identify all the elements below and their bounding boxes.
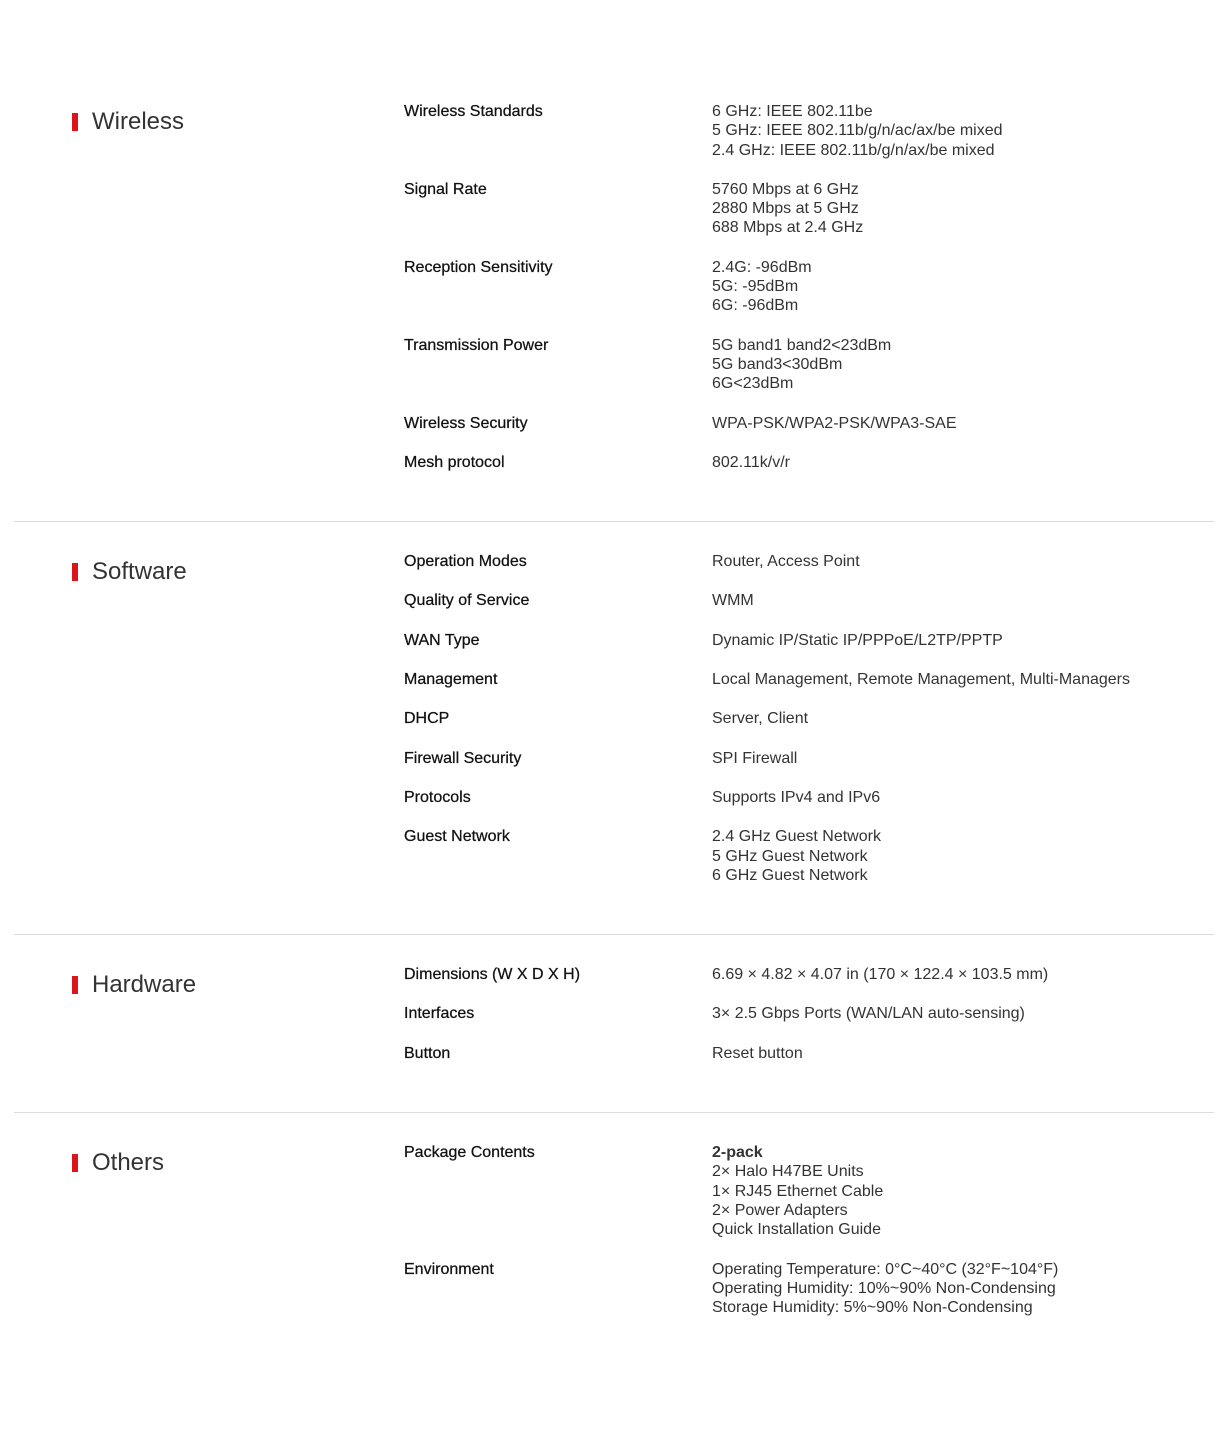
spec-value-line: 5G band1 band2<23dBm [712,336,892,354]
spec-value-line: Operating Temperature: 0°C~40°C (32°F~104°F) [712,1260,1059,1278]
spec-value [712,670,1130,689]
spec-value-line: 802.11k/v/r [712,453,790,471]
spec-value-line: Reset button [712,1044,803,1062]
spec-value [712,788,880,807]
spec-label: Button [404,1044,451,1062]
spec-row-management [404,670,1214,689]
spec-label: Operation Modes [404,553,527,571]
spec-value [712,1044,803,1063]
spec-row-environment [404,1260,1214,1318]
spec-value-line: 6.69 × 4.82 × 4.07 in (170 × 122.4 × 103.5 mm) [712,966,1049,984]
spec-label: WAN Type [404,631,480,649]
section-title-wrap [14,965,404,1063]
spec-value-line: 5G: -95dBm [712,278,799,296]
section-title-text: Hardware [92,971,197,999]
spec-row-guest-network [404,827,1214,885]
spec-row-dhcp [404,709,1214,728]
spec-value-line: Operating Humidity: 10%~90% Non-Condensing [712,1279,1056,1297]
spec-value-line: SPI Firewall [712,749,798,767]
spec-row-button [404,1044,1214,1063]
spec-label: Guest Network [404,828,510,846]
section-others [14,1113,1214,1357]
spec-value-line: 5 GHz: IEEE 802.11b/g/n/ac/ax/be mixed [712,122,1003,140]
spec-value [712,180,863,238]
spec-value-line: Server, Client [712,710,809,728]
spec-value-line: 5 GHz Guest Network [712,847,868,865]
spec-rows [404,552,1214,885]
spec-row-transmission-power [404,336,1214,394]
spec-value-line: 6 GHz: IEEE 802.11be [712,103,873,120]
spec-label: Environment [404,1260,494,1278]
spec-value-line: 6G<23dBm [712,375,794,393]
spec-label: Reception Sensitivity [404,258,553,276]
spec-value-line: Storage Humidity: 5%~90% Non-Condensing [712,1299,1033,1317]
spec-value-line: Supports IPv4 and IPv6 [712,788,881,806]
spec-value-line: 2.4 GHz: IEEE 802.11b/g/n/ax/be mixed [712,141,995,159]
spec-value-line: Local Management, Remote Management, Multi-Managers [712,671,1130,689]
accent-bar-icon [72,1154,78,1172]
spec-label: Firewall Security [404,749,522,767]
spec-label: Interfaces [404,1005,475,1023]
spec-value-line: Router, Access Point [712,553,860,571]
spec-value [712,1004,1025,1023]
spec-row-operation-modes [404,552,1214,571]
spec-value-line: 5760 Mbps at 6 GHz [712,180,859,198]
spec-value-line: 5G band3<30dBm [712,355,843,373]
spec-value [712,631,1003,650]
spec-value-line: Quick Installation Guide [712,1221,881,1239]
spec-label: Package Contents [404,1144,535,1162]
spec-row-dimensions [404,965,1214,984]
spec-label: Wireless Standards [404,103,543,120]
spec-label: Protocols [404,788,471,806]
accent-bar-icon [72,113,78,131]
spec-value [712,1260,1058,1318]
spec-row-interfaces [404,1004,1214,1023]
spec-rows [404,965,1214,1063]
spec-value-heading: 2-pack [712,1144,763,1162]
spec-row-wireless-standards [404,102,1214,160]
spec-label: Quality of Service [404,592,530,610]
spec-value [712,749,797,768]
spec-value [712,709,808,728]
spec-row-quality-of-service [404,591,1214,610]
section-title [72,108,404,136]
section-title [72,1149,404,1177]
section-title [72,971,404,999]
section-title-text: Wireless [92,108,185,135]
spec-value-line: 2× Power Adapters [712,1201,848,1219]
spec-value-line: WPA-PSK/WPA2-PSK/WPA3-SAE [712,414,957,432]
spec-value [712,965,1048,984]
spec-row-signal-rate [404,180,1214,238]
spec-value-line: 2.4 GHz Guest Network [712,828,881,846]
spec-value-line: 3× 2.5 Gbps Ports (WAN/LAN auto-sensing) [712,1005,1025,1023]
section-title-text: Others [92,1149,165,1177]
spec-label: Management [404,671,498,689]
section-title-text: Software [92,558,187,586]
spec-row-firewall-security [404,749,1214,768]
spec-value [712,827,881,885]
spec-value-line: WMM [712,592,754,610]
section-title-wrap [14,552,404,885]
spec-row-mesh-protocol [404,453,1214,472]
section-hardware [14,935,1214,1113]
spec-rows [404,102,1214,472]
spec-value [712,552,860,571]
spec-label: DHCP [404,710,450,728]
spec-value-line: 1× RJ45 Ethernet Cable [712,1182,884,1200]
accent-bar-icon [72,976,78,994]
spec-value-line: 2.4G: -96dBm [712,258,812,276]
spec-row-protocols [404,788,1214,807]
section-wireless [14,96,1214,522]
spec-label: Signal Rate [404,180,487,198]
spec-row-wan-type [404,631,1214,650]
spec-value-line: 688 Mbps at 2.4 GHz [712,219,864,237]
spec-value-line: 2× Halo H47BE Units [712,1163,864,1181]
spec-value [712,336,891,394]
spec-value [712,102,1003,160]
spec-value [712,453,790,472]
spec-value [712,591,754,610]
spec-value-line: 6G: -96dBm [712,297,799,315]
spec-label: Wireless Security [404,414,528,432]
spec-label: Transmission Power [404,336,549,354]
spec-rows [404,1143,1214,1317]
section-title-wrap [14,102,404,472]
spec-row-package-contents [404,1143,1214,1239]
spec-row-wireless-security [404,414,1214,433]
section-title [72,558,404,586]
spec-label: Dimensions (W X D X H) [404,966,581,984]
spec-row-reception-sensitivity [404,258,1214,316]
spec-label: Mesh protocol [404,453,505,471]
accent-bar-icon [72,563,78,581]
spec-value [712,1143,883,1239]
spec-value [712,258,812,316]
section-title-wrap [14,1143,404,1317]
section-software [14,522,1214,935]
spec-value-line: 6 GHz Guest Network [712,866,868,884]
spec-value-line: 2880 Mbps at 5 GHz [712,200,859,218]
spec-value-line: Dynamic IP/Static IP/PPPoE/L2TP/PPTP [712,631,1003,649]
spec-value [712,414,957,433]
